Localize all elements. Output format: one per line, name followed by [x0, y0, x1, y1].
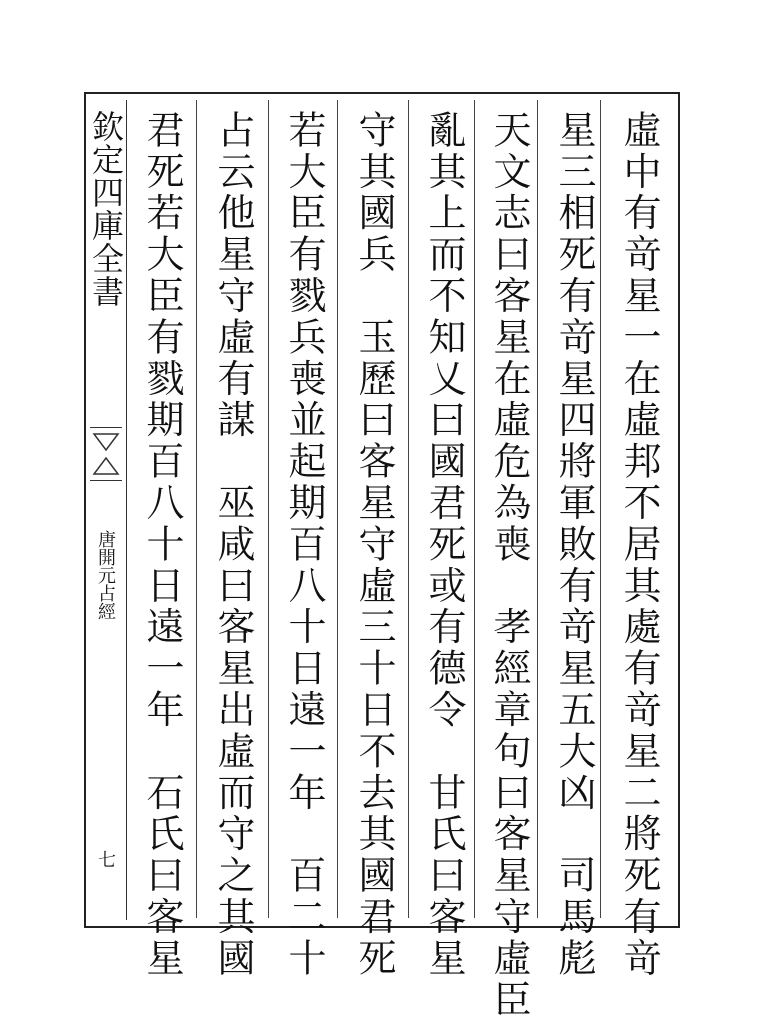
column-text: 守其國兵 玉歷曰客星守虛三十日不去其國君死 [352, 110, 396, 980]
text-column-7 [202, 110, 266, 980]
column-text: 星三相死有竒星四將軍敗有竒星五大凶 司馬彪 [552, 110, 596, 980]
page-margin-strip [86, 100, 127, 920]
column-text: 占云他星守虛有謀 巫咸曰客星出虛而守之其國 [211, 110, 255, 980]
text-column-8 [131, 110, 195, 980]
column-divider [268, 100, 269, 918]
column-text: 君死若大臣有戮期百八十日遠一年 石氏曰客星 [140, 110, 184, 980]
column-divider [196, 100, 197, 918]
text-column-3 [478, 110, 542, 1021]
fishtail-ornament-icon [90, 427, 122, 481]
text-column-5 [343, 110, 407, 980]
column-text: 天文志曰客星在虛危為喪 孝經章句曰客星守虛臣 [487, 110, 531, 1021]
book-subtitle: 唐開元占經 [95, 530, 116, 620]
column-divider [337, 100, 338, 918]
text-column-2 [543, 110, 607, 980]
text-column-1 [608, 110, 672, 980]
column-text: 亂其上而不知乂曰國君死或有德令 甘氏曰客星 [422, 110, 466, 980]
column-text: 若大臣有戮兵喪並起期百八十日遠一年 百二十 [282, 110, 326, 980]
text-column-6 [273, 110, 337, 980]
book-title: 欽定四庫全書 [87, 110, 125, 308]
page-number: 七 [95, 850, 116, 868]
column-divider [408, 100, 409, 918]
text-column-4 [413, 110, 477, 980]
column-text: 虛中有竒星一在虛邦不居其處有竒星二將死有竒 [617, 110, 661, 980]
